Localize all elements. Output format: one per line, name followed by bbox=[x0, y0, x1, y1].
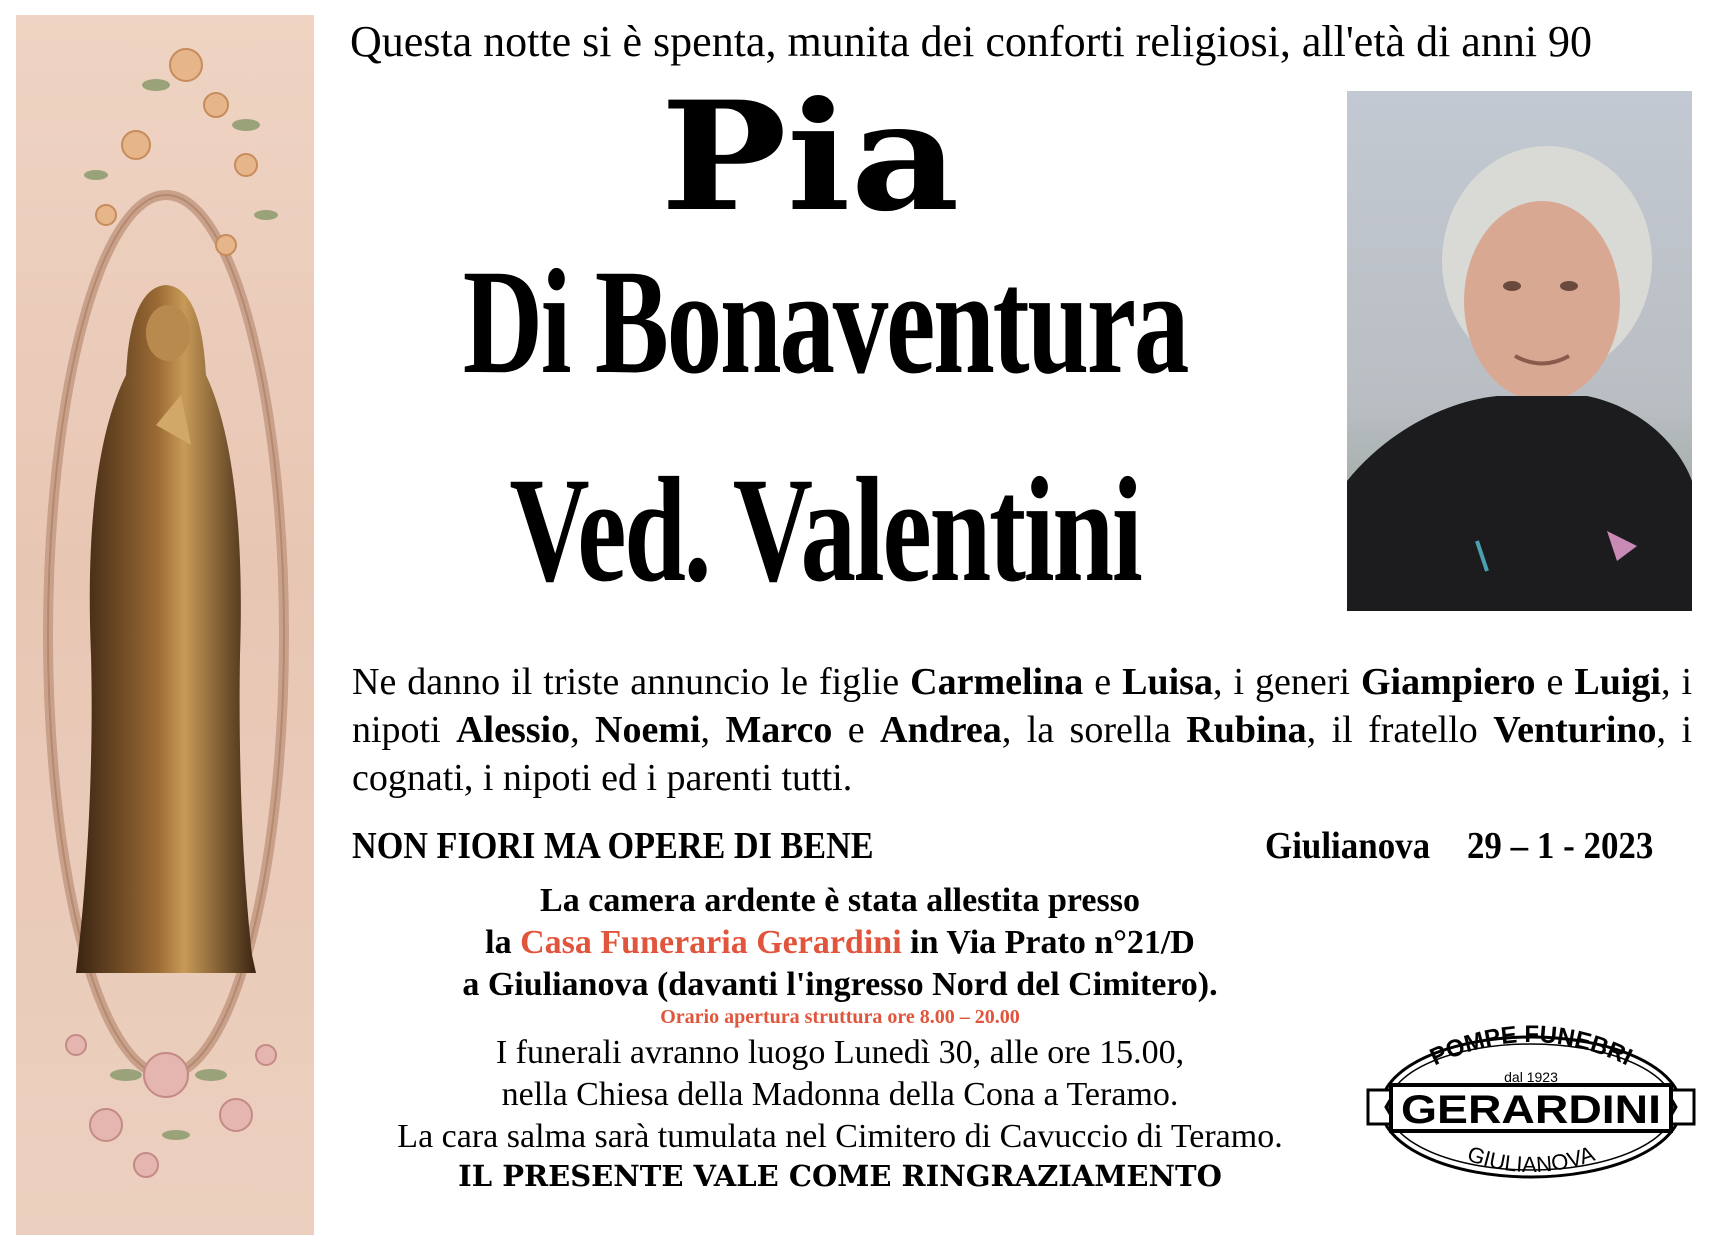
place: Giulianova bbox=[1265, 825, 1431, 867]
logo-top-text: POMPE FUNEBRI bbox=[1425, 1020, 1637, 1072]
grandchild-name: Andrea bbox=[880, 709, 1002, 751]
grandchild-name: Marco bbox=[725, 709, 833, 751]
svg-text:POMPE FUNEBRI bbox=[1426, 1021, 1636, 1071]
son-in-law-name: Giampiero bbox=[1360, 661, 1536, 703]
announcement-part: , i nipoti bbox=[352, 661, 1693, 751]
intro-line: Questa notte si è spenta, munita dei conforti religiosi, all'età di anni 90 bbox=[350, 17, 1593, 66]
grandchild-name: Noemi bbox=[595, 709, 701, 751]
daughter-name: Carmelina bbox=[910, 661, 1084, 703]
no-flowers-note: NON FIORI MA OPERE DI BENE bbox=[352, 825, 874, 867]
announcement-part: e bbox=[1535, 661, 1575, 703]
acknowledgement-line: IL PRESENTE VALE COME RINGRAZIAMENTO bbox=[458, 1159, 1222, 1193]
announcement-part: , bbox=[700, 709, 726, 751]
svg-text:GIULIANOVA bbox=[1464, 1141, 1597, 1177]
brother-name: Venturino bbox=[1493, 709, 1657, 751]
first-name: Pia bbox=[660, 69, 960, 245]
announcement-text bbox=[352, 658, 1692, 802]
funeral-line-3: La cara salma sarà tumulata nel Cimitero di Cavuccio di Teramo. bbox=[397, 1118, 1283, 1155]
funeral-line-1: I funerali avranno luogo Lunedì 30, alle ore 15.00, bbox=[495, 1034, 1185, 1071]
announcement-part: , i cognati, i nipoti ed i parenti tutti. bbox=[352, 709, 1692, 799]
opening-hours: Orario apertura struttura ore 8.00 – 20.00 bbox=[660, 1006, 1020, 1028]
announcement-part: , bbox=[570, 709, 595, 751]
surname: Di Bonaventura bbox=[462, 239, 1188, 405]
place-date bbox=[1265, 822, 1653, 870]
date: 29 – 1 - 2023 bbox=[1466, 825, 1654, 867]
madonna-decoration bbox=[16, 15, 314, 1235]
announcement-part: e bbox=[832, 709, 881, 751]
funeral-home-logo bbox=[1366, 1012, 1696, 1182]
announcement-part: , il fratello bbox=[1306, 709, 1494, 751]
viewing-prefix: la bbox=[485, 924, 521, 961]
viewing-address: in Via Prato n°21/D bbox=[901, 924, 1195, 961]
daughter-name: Luisa bbox=[1122, 661, 1213, 703]
logo-name: GERARDINI bbox=[1401, 1088, 1661, 1132]
madonna-image bbox=[16, 15, 314, 1235]
portrait-photo bbox=[1347, 91, 1692, 611]
funeral-home-name: Casa Funeraria Gerardini bbox=[520, 924, 902, 961]
announcement-part: , la sorella bbox=[1001, 709, 1187, 751]
sister-name: Rubina bbox=[1186, 709, 1307, 751]
announcement-part: e bbox=[1083, 661, 1123, 703]
widow-line: Ved. Valentini bbox=[509, 447, 1141, 613]
logo-since: dal 1923 bbox=[1504, 1069, 1558, 1085]
funeral-line-2: nella Chiesa della Madonna della Cona a Teramo. bbox=[501, 1076, 1179, 1113]
son-in-law-name: Luigi bbox=[1574, 661, 1661, 703]
viewing-line-2 bbox=[330, 922, 1350, 964]
viewing-line-3: a Giulianova (davanti l'ingresso Nord del Cimitero). bbox=[462, 966, 1218, 1003]
announcement-part: Ne danno il triste annuncio le figlie bbox=[352, 661, 911, 703]
viewing-line-1: La camera ardente è stata allestita presso bbox=[540, 882, 1140, 919]
grandchild-name: Alessio bbox=[456, 709, 571, 751]
logo-city: GIULIANOVA bbox=[1464, 1140, 1598, 1178]
announcement-part: , i generi bbox=[1212, 661, 1361, 703]
